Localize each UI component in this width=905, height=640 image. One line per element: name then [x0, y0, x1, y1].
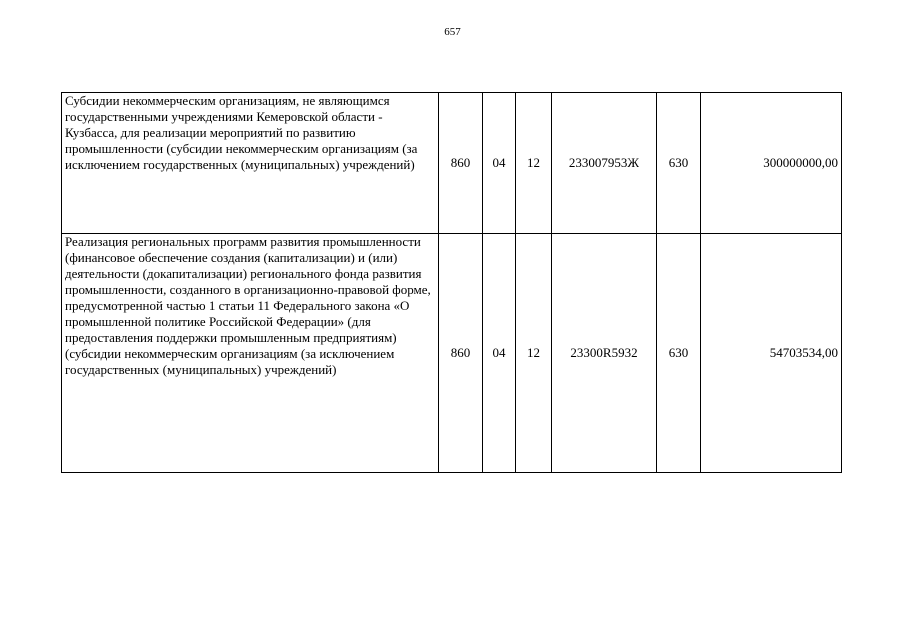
subsection-code: 12 — [516, 93, 552, 234]
target-article-code: 233007953Ж — [552, 93, 657, 234]
expense-type-code: 630 — [657, 93, 701, 234]
ministry-code: 860 — [439, 93, 483, 234]
section-code: 04 — [483, 234, 516, 473]
amount-value: 54703534,00 — [701, 234, 842, 473]
ministry-code: 860 — [439, 234, 483, 473]
table-row — [62, 93, 842, 234]
row-name: Субсидии некоммерческим организациям, не являющимся государственными учреждениями Кемеровской области - Кузбасса, для реализации мероприятий по развитию промышленности (субсидии некоммерческим организациям (за исключением государственных (муниципальных) учреждений) — [65, 93, 418, 172]
row-name-cell — [62, 93, 439, 234]
page-number: 657 — [444, 26, 461, 38]
amount-value: 300000000,00 — [701, 93, 842, 234]
row-name: Реализация региональных программ развития промышленности (финансовое обеспечение создания (капитализации) и (или) деятельности (докапитализации) регионального фонда развития промышленности, созданного в организационно-правовой форме, предусмотренной частью 1 статьи 11 Федерального закона «О промышленной политике Российской Федерации» (для предоставления поддержки промышленным предприятиям) (субсидии некоммерческим организациям (за исключением государственных (муниципальных) учреждений) — [65, 234, 431, 377]
section-code: 04 — [483, 93, 516, 234]
table-row — [62, 234, 842, 473]
row-name-cell — [62, 234, 439, 473]
expense-type-code: 630 — [657, 234, 701, 473]
subsection-code: 12 — [516, 234, 552, 473]
budget-table — [61, 92, 842, 473]
target-article-code: 23300R5932 — [552, 234, 657, 473]
